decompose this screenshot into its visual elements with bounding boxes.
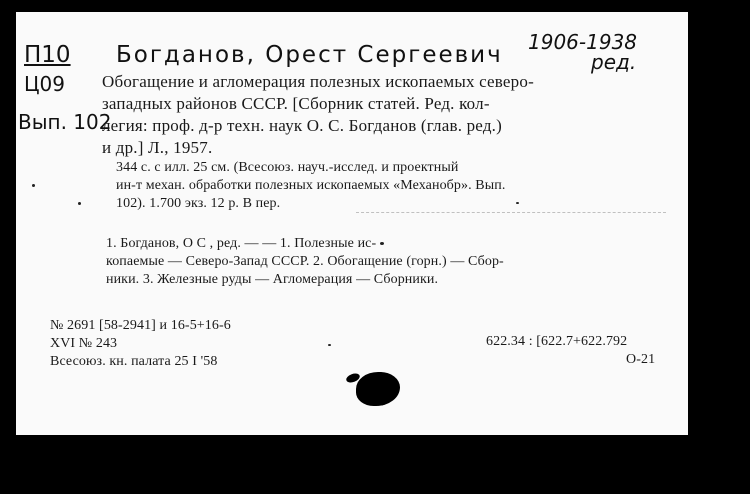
footer-left-line-3: Всесоюз. кн. палата 25 I '58: [50, 354, 218, 369]
title-line-1: Обогащение и агломерация полезных ископаемых северо-: [102, 72, 534, 91]
shelfmark-line-2: Ц09: [24, 72, 65, 96]
heading-role: ред.: [591, 50, 637, 74]
footer-left-line-2: XVI № 243: [50, 336, 118, 351]
author-code: О-21: [626, 352, 656, 367]
title-line-3: легия: проф. д-р техн. наук О. С. Богданов (глав. ред.): [102, 116, 502, 135]
title-line-2: западных районов СССР. [Сборник статей. Ред. кол-: [102, 94, 490, 113]
tracings-line-2: копаемые — Северо-Запад СССР. 2. Обогащение (горн.) — Сбор-: [106, 254, 504, 269]
footer-left-line-1: № 2691 [58-2941] и 16-5+16-6: [50, 318, 231, 333]
shelfmark-line-1: П10: [24, 42, 71, 68]
ink-speck: [78, 202, 81, 205]
dotted-rule: [356, 212, 666, 213]
heading-author: Богданов, Орест Сергеевич: [116, 42, 503, 68]
ink-speck: [516, 202, 519, 204]
collation-line-3: 102). 1.700 экз. 12 р. В пер.: [116, 196, 281, 211]
heading-dates: 1906-1938: [528, 30, 638, 54]
classification-number: 622.34 : [622.7+622.792: [486, 334, 628, 349]
catalog-card: [16, 12, 688, 435]
ink-speck: [32, 184, 35, 187]
ink-speck: [380, 242, 384, 245]
title-line-4: и др.] Л., 1957.: [102, 138, 213, 157]
collation-line-1: 344 с. с илл. 25 см. (Всесоюз. науч.-исслед. и проектный: [116, 160, 459, 175]
shelfmark-line-3: Вып. 102: [18, 110, 112, 134]
tracings-line-3: ники. 3. Железные руды — Агломерация — Сборники.: [106, 272, 439, 287]
tracings-line-1: 1. Богданов, О С , ред. — — 1. Полезные ис-: [106, 236, 377, 251]
collation-line-2: ин-т механ. обработки полезных ископаемых «Механобр». Вып.: [116, 178, 506, 193]
ink-speck: [328, 344, 331, 346]
ink-blot: [356, 372, 400, 406]
